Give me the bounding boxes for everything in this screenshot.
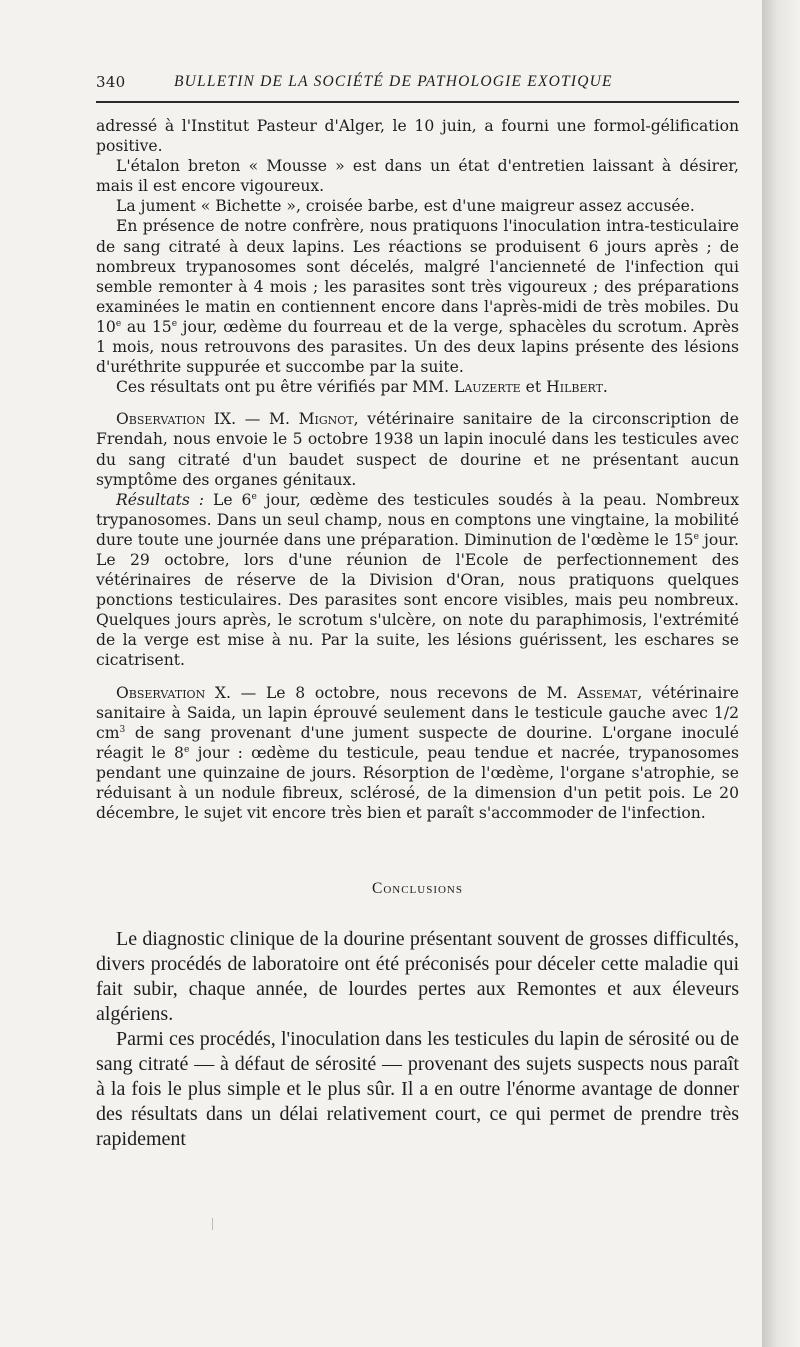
text-run: de sang provenant d'une jument suspecte de dourine. L'organe inoculé réagit le 8 <box>96 723 739 762</box>
superscript: e <box>183 744 190 755</box>
paragraph: Le diagnostic clinique de la dourine présentant souvent de grosses difficultés, divers procédés de laboratoire ont été préconisés pour déceler cette maladie qui fait subir, chaque année, de lourdes pertes aux Remontes et aux éleveurs algériens. <box>96 928 739 1026</box>
stray-mark <box>212 1218 213 1230</box>
paragraph: adressé à l'Institut Pasteur d'Alger, le 10 juin, a fourni une formol-gélification positive. <box>96 117 739 156</box>
person-name: Mignot <box>298 410 354 429</box>
results-label: Résultats : <box>116 490 205 509</box>
journal-title: BULLETIN DE LA SOCIÉTÉ DE PATHOLOGIE EXOTIQUE <box>174 73 613 90</box>
author-name: Lauzerte <box>454 378 521 397</box>
observation-ix-results <box>96 490 739 671</box>
text-run: En présence de notre confrère, nous pratiquons l'inoculation intra-testiculaire de sang citraté à deux lapins. Les réactions se produisent 6 jours après ; de nombreux trypanosomes sont décelés, malgré l'ancienneté de l'infection qui semble remonter à 4 mois ; les parasites sont très vigoureux ; des préparations examinées le matin en contiennent encore dans l'après-midi de très mobiles. Du 10 <box>96 217 739 336</box>
header-rule <box>96 101 739 103</box>
text-run: . <box>602 378 608 397</box>
page-edge-shadow <box>762 0 800 1347</box>
paragraph <box>96 377 739 397</box>
text-run: jour : œdème du testicule, peau tendue et nacrée, trypanosomes pendant une quinzaine de jours. Résorption de l'œdème, l'organe s'atrophie, se réduisant à un nodule fibreux, sclérosé, de la dimension d'un petit pois. Le 20 décembre, le sujet vit encore très bien et paraît s'accommoder de l'infection. <box>96 743 739 823</box>
text-run: , vétérinaire sanitaire à Saida, un lapin éprouvé seulement dans le testicule gauche avec 1/2 cm <box>96 683 739 742</box>
paragraph: La jument « Bichette », croisée barbe, est d'une maigreur assez accusée. <box>116 197 695 216</box>
text-run: — Le 8 octobre, nous recevons de M. <box>230 683 578 702</box>
text-run: Ces résultats ont pu être vérifiés par MM. <box>116 378 454 397</box>
observation-label: Observation IX. <box>116 410 237 429</box>
text-run: jour, œdème des testicules soudés à la peau. Nombreux trypanosomes. Dans un seul champ, nous en comptons une vingtaine, la mobilité dure toute une journée dans une préparation. Diminution de l'œdème le 15 <box>96 490 740 549</box>
text-run: au 15 <box>121 317 172 336</box>
text-run: — M. <box>236 410 299 429</box>
text-run: et <box>520 378 547 397</box>
observation-label: Observation X. <box>116 683 231 702</box>
superscript: e <box>693 531 699 542</box>
author-name: Hilbert <box>546 378 603 397</box>
page-number: 340 <box>96 73 126 91</box>
person-name: Assemat <box>577 683 638 702</box>
conclusions-text <box>96 927 739 1152</box>
text-run: , vétérinaire sanitaire de la circonscription de Frendah, nous envoie le 5 octobre 1938 un lapin inoculé dans les testicules avec du sang citraté d'un baudet suspect de dourine et ne présentant aucun symptôme des organes génitaux. <box>96 410 740 489</box>
observation-x <box>96 683 739 824</box>
paragraph: Parmi ces procédés, l'inoculation dans les testicules du lapin de sérosité ou de sang citraté — à défaut de sérosité — provenant des sujets suspects nous paraît à la fois le plus simple et le plus sûr. Il a en outre l'énorme avantage de donner des résultats dans un délai relativement court, ce qui permet de prendre très rapidement <box>96 1028 739 1151</box>
article-body <box>96 116 739 1152</box>
text-run: Le 6 <box>204 490 252 509</box>
paragraph <box>96 216 739 377</box>
superscript: 3 <box>119 724 126 735</box>
superscript: e <box>171 318 178 329</box>
paragraph: L'étalon breton « Mousse » est dans un état d'entretien laissant à désirer, mais il est encore vigoureux. <box>96 157 739 196</box>
text-run: jour, œdème du fourreau et de la verge, sphacèles du scrotum. Après 1 mois, nous retrouvons des parasites. Un des deux lapins présente des lésions d'uréthrite suppurée et succombe par la suite. <box>96 317 739 377</box>
running-header <box>96 73 739 95</box>
text-run: jour. Le 29 octobre, lors d'une réunion de l'Ecole de perfectionnement des vétérinaires de réserve de la Division d'Oran, nous pratiquons quelques ponctions testiculaires. Des parasites sont encore visibles, mais peu nombreux. Quelques jours après, le scrotum s'ulcère, on note du paraphimosis, l'extrémité de la verge est mise à nu. Par la suite, les lésions guérissent, les eschares se cicatrisent. <box>96 530 739 670</box>
superscript: e <box>251 491 257 502</box>
section-heading: Conclusions <box>371 880 463 898</box>
superscript: e <box>115 318 122 329</box>
observation-ix <box>96 409 739 489</box>
